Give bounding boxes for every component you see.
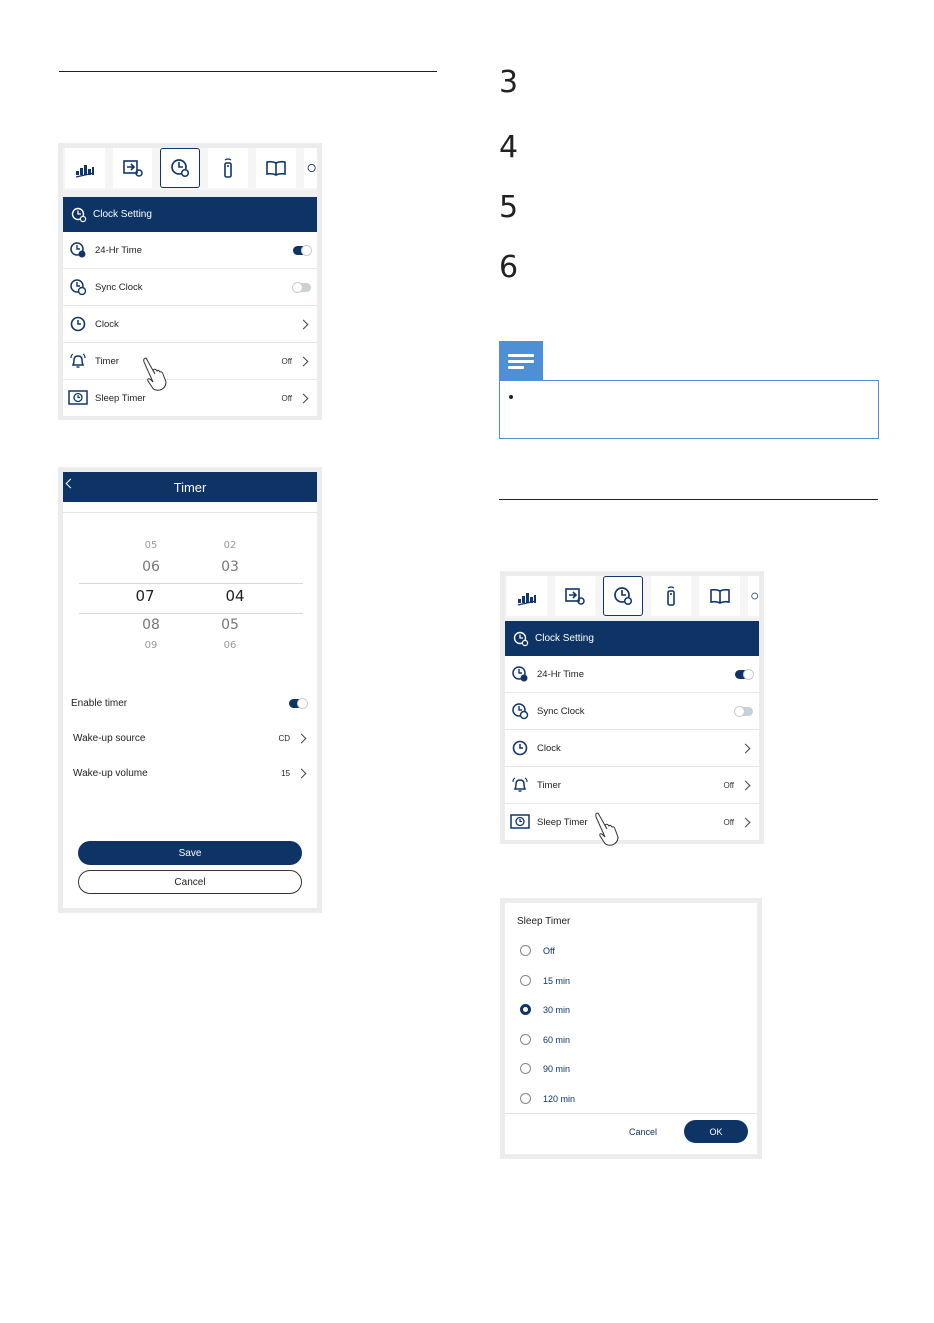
section-rule-left — [59, 71, 437, 72]
toggle-sync[interactable] — [735, 707, 753, 716]
minute-option[interactable]: 06 — [223, 640, 237, 651]
row-label: Timer — [95, 355, 119, 367]
option-label: 60 min — [543, 1035, 571, 1045]
cancel-button[interactable]: Cancel — [78, 870, 302, 894]
hour-option[interactable]: 05 — [144, 540, 158, 551]
step-number-5: 5 — [499, 190, 519, 225]
row-sync-clock[interactable] — [63, 269, 317, 306]
step-number-6: 6 — [499, 250, 519, 285]
remote-icon[interactable] — [208, 148, 248, 188]
row-label: Sleep Timer — [537, 816, 588, 828]
book-icon[interactable] — [699, 576, 739, 616]
alarm-bell-icon — [68, 351, 88, 371]
note-box — [499, 380, 879, 439]
clock-icon — [510, 738, 530, 758]
row-value: Off — [281, 393, 292, 403]
row-clock[interactable] — [63, 306, 317, 343]
hour-option[interactable]: 09 — [144, 640, 158, 651]
step-number-4: 4 — [499, 130, 519, 165]
save-button[interactable]: Save — [78, 841, 302, 865]
chevron-right-icon — [299, 319, 309, 329]
dialog-ok-button[interactable]: OK — [684, 1120, 748, 1143]
row-sleep-timer[interactable] — [63, 380, 317, 416]
row-clock[interactable] — [505, 730, 759, 767]
clock-24-icon — [68, 240, 88, 260]
option-label: 15 min — [543, 976, 571, 986]
wake-volume-label: Wake-up volume — [73, 767, 148, 779]
radio-90min[interactable] — [520, 1063, 531, 1074]
hour-option[interactable]: 06 — [142, 559, 160, 575]
row-label: Sleep Timer — [95, 392, 146, 404]
row-label: Sync Clock — [537, 705, 585, 717]
back-icon[interactable] — [66, 479, 76, 489]
hand-pointer-icon — [594, 811, 634, 847]
minute-option[interactable]: 02 — [223, 540, 237, 551]
toggle-sync[interactable] — [293, 283, 311, 292]
chevron-right-icon — [299, 356, 309, 366]
timer-title: Timer — [173, 479, 207, 495]
row-sync-clock[interactable] — [505, 693, 759, 730]
sync-clock-icon — [68, 277, 88, 297]
row-24hr-time[interactable] — [63, 232, 317, 269]
row-value: Off — [723, 780, 734, 790]
clock-settings-icon — [71, 207, 87, 223]
radio-60min[interactable] — [520, 1034, 531, 1045]
wake-source-row[interactable] — [73, 728, 309, 748]
note-icon — [499, 341, 543, 381]
sleep-timer-dialog-screenshot — [500, 898, 762, 1159]
chevron-right-icon — [299, 393, 309, 403]
clock-24-icon — [510, 664, 530, 684]
hour-option[interactable]: 08 — [142, 617, 160, 633]
option-label: Off — [543, 946, 555, 956]
toggle-24hr[interactable] — [293, 246, 311, 255]
clock-setting-header — [63, 197, 317, 232]
clock-setting-header — [505, 621, 759, 656]
clock-icon — [68, 314, 88, 334]
minute-option[interactable]: 05 — [221, 617, 239, 633]
dialog-divider — [505, 1113, 757, 1114]
picker-line-bottom — [79, 613, 303, 614]
chevron-right-icon — [741, 743, 751, 753]
option-label: 30 min — [543, 1005, 571, 1015]
alarm-bell-icon — [510, 775, 530, 795]
time-picker[interactable] — [63, 512, 317, 673]
row-label: 24-Hr Time — [95, 244, 142, 256]
row-label: Clock — [95, 318, 119, 330]
timer-header — [63, 472, 317, 502]
row-label: Timer — [537, 779, 561, 791]
clock-partial-icon[interactable] — [748, 576, 759, 616]
clock-settings-icon — [513, 631, 529, 647]
radio-120min[interactable] — [520, 1093, 531, 1104]
remote-icon[interactable] — [651, 576, 691, 616]
section-rule-right — [499, 499, 878, 500]
minute-selected[interactable]: 04 — [225, 587, 245, 605]
clock-partial-icon[interactable] — [304, 148, 317, 188]
row-label: Sync Clock — [95, 281, 143, 293]
dialog-cancel-button[interactable]: Cancel — [629, 1127, 658, 1137]
sleep-timer-title: Sleep Timer — [517, 916, 571, 927]
clock-settings-icon[interactable] — [160, 148, 200, 188]
note-bullet — [509, 395, 513, 399]
minute-option[interactable]: 03 — [221, 559, 239, 575]
equalizer-icon[interactable] — [507, 576, 547, 616]
chevron-right-icon — [741, 817, 751, 827]
sleep-timer-icon — [510, 812, 530, 832]
radio-15min[interactable] — [520, 975, 531, 986]
wake-source-value: CD — [278, 733, 290, 743]
chevron-right-icon — [297, 733, 307, 743]
wake-volume-value: 15 — [281, 768, 290, 778]
enable-timer-label: Enable timer — [71, 697, 128, 709]
clock-setting-title: Clock Setting — [535, 633, 594, 644]
wake-source-label: Wake-up source — [73, 732, 146, 744]
hour-selected[interactable]: 07 — [135, 587, 155, 605]
row-label: Clock — [537, 742, 561, 754]
hand-pointer-icon — [142, 356, 182, 392]
toggle-24hr[interactable] — [735, 670, 753, 679]
option-label: 120 min — [543, 1094, 576, 1104]
row-timer[interactable] — [63, 343, 317, 380]
row-timer[interactable] — [505, 767, 759, 804]
radio-off[interactable] — [520, 945, 531, 956]
step-number-3: 3 — [499, 65, 519, 100]
clock-setting-screenshot — [58, 143, 322, 420]
enable-timer-row[interactable] — [71, 693, 309, 713]
category-tab-bar — [63, 148, 317, 190]
source-settings-icon[interactable] — [113, 148, 153, 188]
clock-setting-screenshot-2 — [500, 571, 764, 844]
clock-setting-title: Clock Setting — [93, 209, 152, 220]
radio-30min[interactable] — [520, 1004, 531, 1015]
category-tab-bar — [505, 576, 759, 618]
source-settings-icon[interactable] — [555, 576, 595, 616]
row-value: Off — [281, 356, 292, 366]
picker-line-top — [79, 583, 303, 584]
row-label: 24-Hr Time — [537, 668, 584, 680]
enable-timer-toggle[interactable] — [289, 699, 307, 708]
row-24hr-time[interactable] — [505, 656, 759, 693]
wake-volume-row[interactable] — [73, 763, 309, 783]
book-icon[interactable] — [256, 148, 296, 188]
chevron-right-icon — [741, 780, 751, 790]
sync-clock-icon — [510, 701, 530, 721]
timer-screenshot — [58, 467, 322, 913]
clock-settings-icon[interactable] — [603, 576, 643, 616]
sleep-timer-icon — [68, 388, 88, 408]
chevron-right-icon — [297, 768, 307, 778]
row-value: Off — [723, 817, 734, 827]
option-label: 90 min — [543, 1064, 571, 1074]
equalizer-icon[interactable] — [65, 148, 105, 188]
